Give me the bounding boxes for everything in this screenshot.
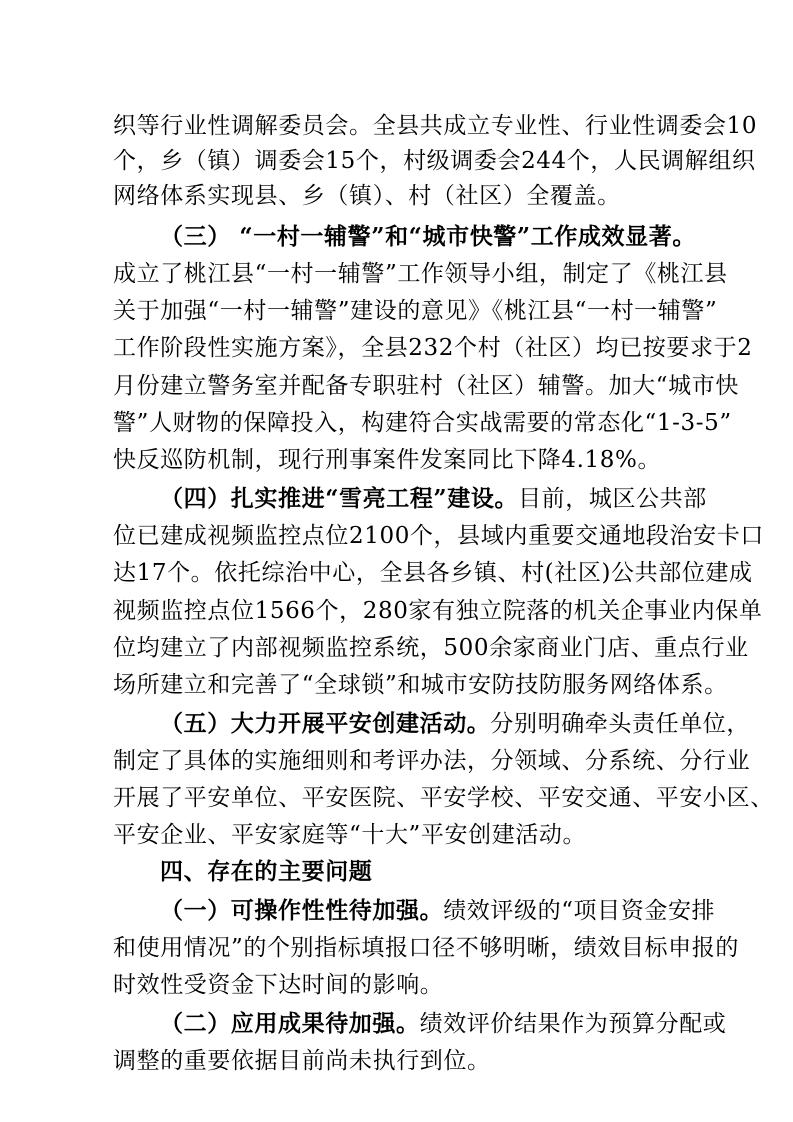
section-heading: （一）可操作性性待加强。绩效评级的“项目资金安排: [160, 897, 716, 924]
paragraph-line: 警”人财物的保障投入，构建符合实战需要的常态化“1-3-5”: [113, 410, 732, 436]
paragraph-line: 个，乡（镇）调委会15个，村级调委会244个，人民调解组织: [113, 148, 756, 174]
paragraph-line: 平安企业、平安家庭等“十大”平安创建活动。: [113, 822, 587, 848]
section-heading: （五）大力开展平安创建活动。分别明确牵头责任单位，: [160, 710, 751, 737]
chapter-heading: 四、存在的主要问题: [160, 858, 373, 885]
paragraph-line: 视频监控点位1566个，280家有独立院落的机关企事业内保单: [113, 598, 763, 624]
paragraph-line: 时效性受资金下达时间的影响。: [113, 972, 444, 998]
paragraph-line: 制定了具体的实施细则和考评办法，分领域、分系统、分行业: [113, 748, 751, 774]
paragraph-line: 场所建立和完善了“全球锁”和城市安防技防服务网络体系。: [113, 672, 728, 698]
paragraph-line: 快反巡防机制，现行刑事案件发案同比下降4.18%。: [113, 447, 662, 473]
paragraph-line: 织等行业性调解委员会。全县共成立专业性、行业性调委会10: [113, 113, 758, 139]
section-heading: （三） “一村一辅警”和“城市快警”工作成效显著。: [160, 223, 696, 250]
section-heading: （四）扎实推进“雪亮工程”建设。目前，城区公共部: [160, 485, 707, 512]
paragraph-line: 网络体系实现县、乡（镇）、村（社区）全覆盖。: [113, 183, 621, 209]
paragraph-line: 达17个。依托综治中心，全县各乡镇、村(社区)公共部位建成: [113, 560, 753, 586]
paragraph-line: 工作阶段性实施方案》，全县232个村（社区）均已按要求于2: [113, 335, 753, 361]
paragraph-line: 关于加强“一村一辅警”建设的意见》《桃江县“一村一辅警”: [113, 298, 718, 324]
paragraph-line: 位已建成视频监控点位2100个，县域内重要交通地段治安卡口: [113, 523, 764, 549]
paragraph-line: 成立了桃江县“一村一辅警”工作领导小组，制定了《桃江县: [113, 261, 728, 287]
paragraph-line: 调整的重要依据目前尚未执行到位。: [113, 1048, 491, 1074]
section-heading: （二）应用成果待加强。绩效评价结果作为预算分配或: [160, 1010, 727, 1037]
paragraph-line: 开展了平安单位、平安医院、平安学校、平安交通、平安小区、: [113, 785, 774, 811]
paragraph-line: 和使用情况”的个别指标填报口径不够明晰，绩效目标申报的: [113, 935, 739, 961]
paragraph-line: 月份建立警务室并配备专职驻村（社区）辅警。加大“城市快: [113, 373, 739, 399]
paragraph-line: 位均建立了内部视频监控系统，500余家商业门店、重点行业: [113, 635, 749, 661]
